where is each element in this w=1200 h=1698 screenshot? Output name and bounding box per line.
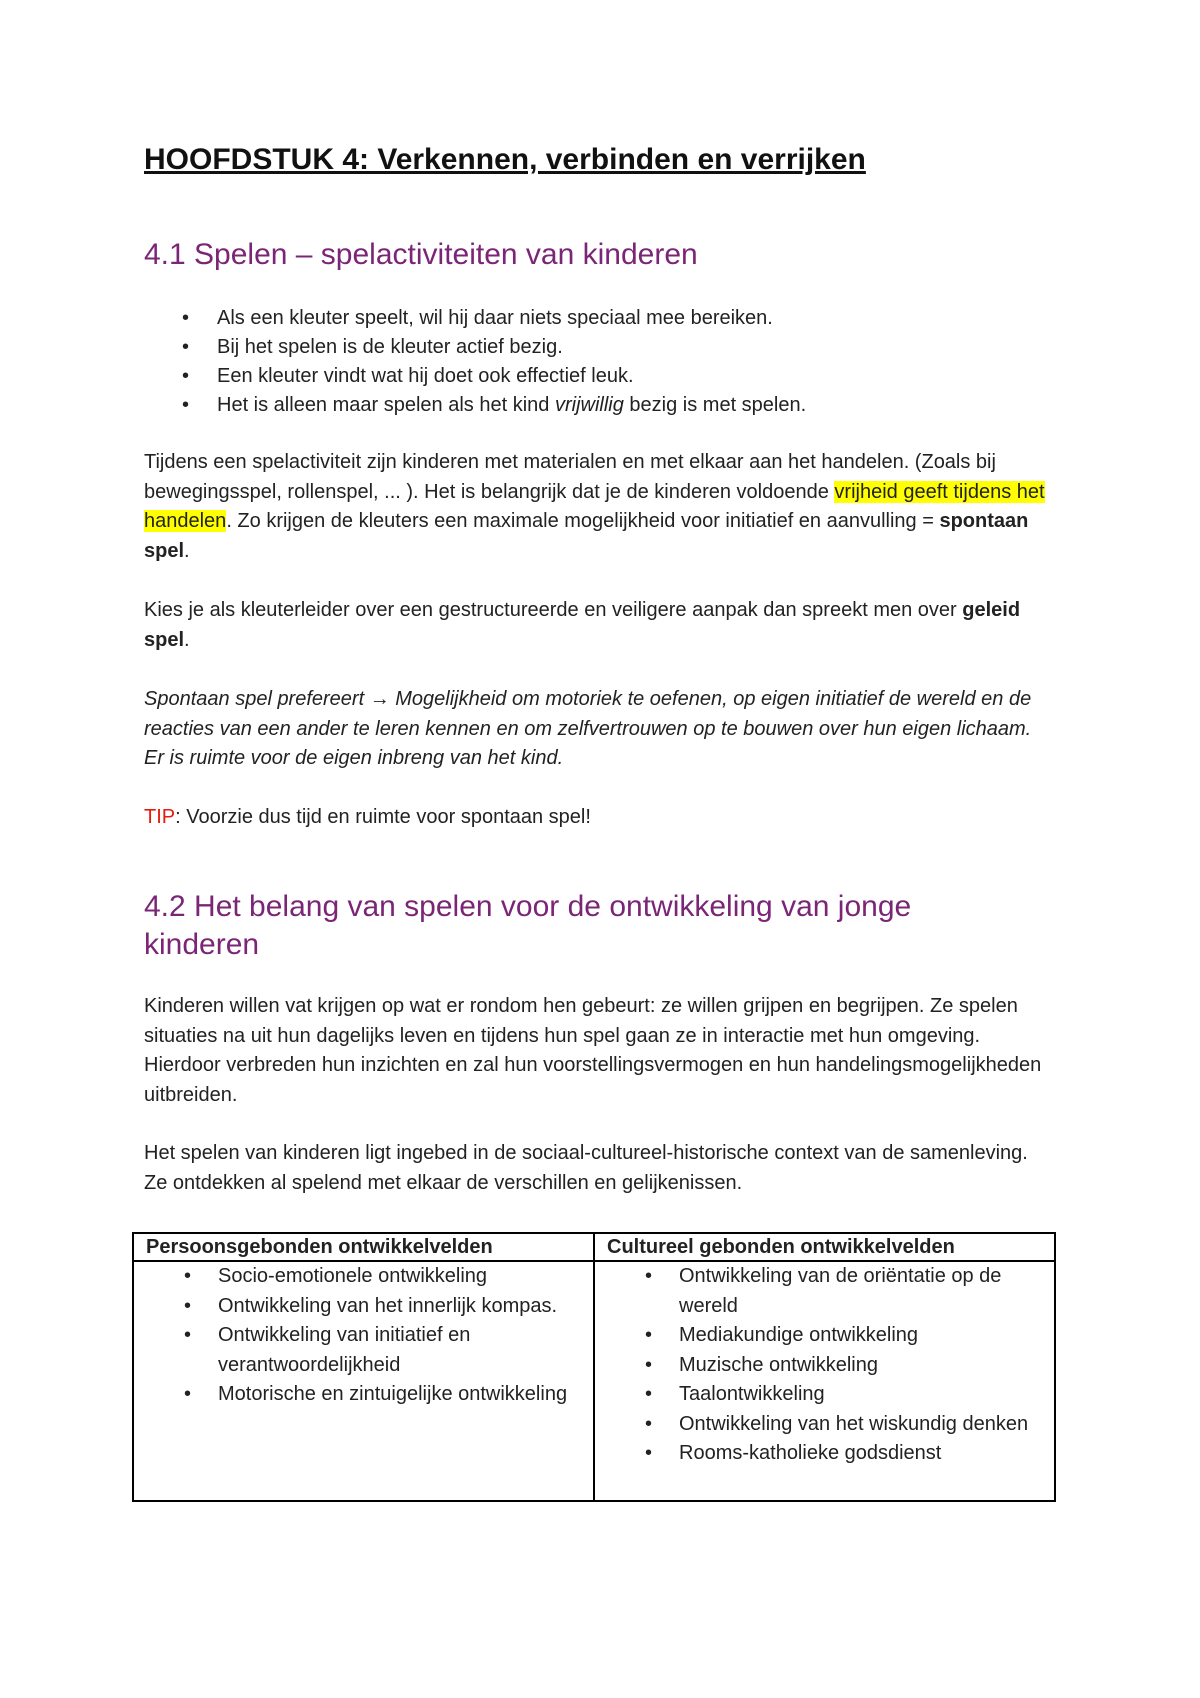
- paragraph-spelactiviteit: [144, 448, 1056, 566]
- table-header-persoonsgebonden: Persoonsgebonden ontwikkelvelden: [133, 1233, 594, 1261]
- paragraph-sociaal-cultureel: Het spelen van kinderen ligt ingebed in de sociaal-cultureel-historische context van de samenleving. Ze ontdekken al spelend met elkaar de verschillen en gelijkenissen.: [144, 1142, 1028, 1194]
- list-item: • Muzische ontwikkeling: [595, 1351, 1046, 1381]
- list-item: • Motorische en zintuigelijke ontwikkeling: [134, 1380, 585, 1410]
- paragraph-geleid-spel: [144, 596, 1056, 655]
- section-4-1-bullet-list: [144, 304, 806, 420]
- table-cell-persoonsgebonden: [133, 1261, 594, 1501]
- list-item: • Ontwikkeling van initiatief en verantwoordelijkheid: [134, 1321, 585, 1380]
- tip-label: TIP: [144, 806, 176, 828]
- section-4-1-heading: 4.1 Spelen – spelactiviteiten van kinderen: [144, 238, 698, 271]
- persoonsgebonden-list: [134, 1262, 585, 1410]
- table-row: [133, 1261, 1055, 1501]
- chapter-title: HOOFDSTUK 4: Verkennen, verbinden en verrijken: [144, 143, 866, 176]
- tip-paragraph: [144, 803, 1056, 833]
- paragraph-spontaan-spel-prefereert: Spontaan spel prefereert → Mogelijkheid om motoriek te oefenen, op eigen initiatief de wereld en de reacties van een ander te leren kennen en om zelfvertrouwen op te bouwen over hun eigen lichaam. Er is ruimte voor de eigen inbreng van het kind.: [144, 688, 1032, 769]
- paragraph-text: Kies je als kleuterleider over een gestructureerde en veiligere aanpak dan spreekt men over: [144, 599, 963, 621]
- list-item: • Mediakundige ontwikkeling: [595, 1321, 1046, 1351]
- table-header-cultureel-gebonden: Cultureel gebonden ontwikkelvelden: [594, 1233, 1055, 1261]
- list-item: • Rooms-katholieke godsdienst: [595, 1439, 1046, 1469]
- list-item: • Ontwikkeling van het wiskundig denken: [595, 1410, 1046, 1440]
- paragraph-vat-krijgen: Kinderen willen vat krijgen op wat er rondom hen gebeurt: ze willen grijpen en begrijpen. Ze spelen situaties na uit hun dagelijks leven en tijdens hun spel gaan ze in interactie met hun omgeving. Hierdoor verbreden hun inzichten en zal hun voorstellingsvermogen en hun handelingsmogelijkheden uitbreiden.: [144, 995, 1042, 1106]
- list-item: • Een kleuter vindt wat hij doet ook effectief leuk.: [144, 362, 806, 391]
- paragraph-text: . Zo krijgen de kleuters een maximale mogelijkheid voor initiatief en aanvulling =: [226, 510, 940, 532]
- list-item: • Als een kleuter speelt, wil hij daar niets speciaal mee bereiken.: [144, 304, 806, 333]
- list-item: • Ontwikkeling van het innerlijk kompas.: [134, 1292, 585, 1322]
- list-item: • Taalontwikkeling: [595, 1380, 1046, 1410]
- list-item: • Ontwikkeling van de oriëntatie op de wereld: [595, 1262, 1046, 1321]
- ontwikkelvelden-table: [132, 1232, 1056, 1502]
- bold-term-geleid-spel: geleid spel: [144, 599, 1021, 651]
- paragraph-text: Tijdens een spelactiviteit zijn kinderen met materialen en met elkaar aan het handelen. (Zoals bij bewegingsspel, rollenspel, ... ). Het is belangrijk dat je de kinderen voldoende: [144, 451, 996, 503]
- bold-term-spontaan-spel: spontaan spel: [144, 510, 1029, 562]
- cultureel-gebonden-list: [595, 1262, 1046, 1469]
- list-item-text: bezig is met spelen.: [623, 394, 807, 416]
- paragraph-text: .: [184, 628, 190, 651]
- list-item-italic: vrijwillig: [554, 394, 624, 416]
- tip-text: : Voorzie dus tijd en ruimte voor spontaan spel!: [175, 806, 591, 828]
- paragraph-text: .: [184, 539, 190, 562]
- list-item: • Socio-emotionele ontwikkeling: [134, 1262, 585, 1292]
- list-item: [144, 391, 806, 420]
- highlighted-text: vrijheid geeft tijdens het handelen: [144, 480, 1045, 532]
- list-item-text: Het is alleen maar spelen als het kind: [217, 394, 555, 416]
- list-item: • Bij het spelen is de kleuter actief bezig.: [144, 333, 806, 362]
- table-cell-cultureel-gebonden: [594, 1261, 1055, 1501]
- section-4-2-heading: 4.2 Het belang van spelen voor de ontwikkeling van jonge kinderen: [144, 890, 912, 961]
